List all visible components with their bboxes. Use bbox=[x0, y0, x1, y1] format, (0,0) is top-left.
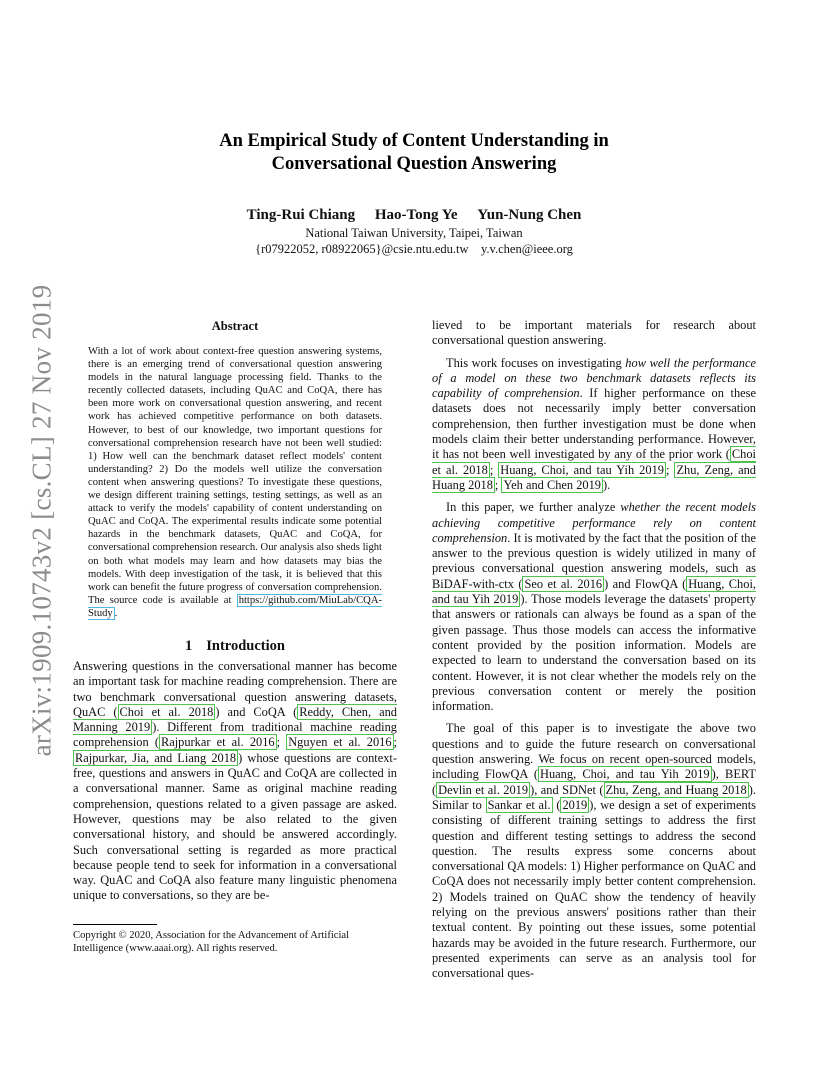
emphasis-text: how well the performance of a model on these two benchmark datasets reflects its capability of comprehension bbox=[432, 355, 756, 401]
paper-title bbox=[0, 130, 828, 176]
abstract-heading: Abstract bbox=[211, 319, 259, 333]
paragraph-text: ). Similar to bbox=[432, 782, 756, 812]
paragraph-text: ), BERT ( bbox=[432, 767, 756, 797]
paragraph-text: ). Different from traditional machine reading comprehension ( bbox=[73, 720, 398, 750]
author-list bbox=[0, 206, 828, 225]
intro-paragraph bbox=[73, 659, 397, 904]
arxiv-identifier-text: arXiv:1909.10743v2 [cs.CL] 27 Nov 2019 bbox=[26, 284, 57, 757]
paragraph-text: ) and CoQA ( bbox=[215, 704, 298, 719]
citation-link[interactable]: Nguyen et al. 2016 bbox=[288, 735, 392, 750]
arxiv-identifier-stamp bbox=[14, 283, 70, 758]
copyright-footnote: Copyright © 2020, Association for the Advancement of Artificial Intelligence (www.aaai.org). All rights reserved. bbox=[73, 930, 350, 955]
body-paragraph bbox=[432, 721, 756, 981]
author-name: Yun-Nung Chen bbox=[477, 207, 582, 223]
paragraph-text: This work focuses on investigating bbox=[446, 355, 626, 370]
emphasis-text: whether the recent models achieving competitive performance rely on content comprehension bbox=[432, 500, 757, 545]
title-line-2: Conversational Question Answering bbox=[271, 154, 557, 174]
author-block bbox=[0, 206, 828, 257]
section-title: Introduction bbox=[206, 637, 285, 654]
right-column bbox=[432, 318, 756, 981]
citation-link[interactable]: Rajpurkar et al. 2016 bbox=[160, 735, 275, 750]
citation-link[interactable]: Huang, Choi, and tau Yih 2019 bbox=[432, 576, 756, 607]
paragraph-text: ) and FlowQA ( bbox=[604, 576, 687, 591]
citation-link[interactable]: Reddy, Chen, and Manning 2019 bbox=[73, 704, 397, 735]
paragraph-text: ), and SDNet ( bbox=[530, 782, 604, 797]
paragraph-text: ; bbox=[276, 735, 287, 750]
footnote-rule bbox=[73, 924, 157, 925]
citation-link[interactable]: Rajpurkar, Jia, and Liang 2018 bbox=[75, 750, 237, 765]
paragraph-text: ) whose questions are context-free, questions and answers in QuAC and CoQA are collected in a conversational manner. Same as original machine reading comprehension, questions related to a given passage are asked. However, questions may be also related to the given conversational history, and should be answered accordingly. Such conversational setting is regarded as more practical because people tend to seek for information in a conversational way. QuAC and CoQA also feature many linguistic phenomena unique to conversations, so they are be- bbox=[73, 750, 397, 903]
citation-link[interactable]: Yeh and Chen 2019 bbox=[503, 477, 601, 492]
section-heading-introduction bbox=[73, 637, 397, 655]
body-paragraph bbox=[432, 356, 756, 494]
paragraph-text: ; bbox=[489, 462, 499, 477]
source-code-link[interactable]: https://github.com/MiuLab/CQA-Study bbox=[88, 594, 382, 619]
citation-link[interactable]: Seo et al. 2016 bbox=[524, 576, 603, 591]
continued-paragraph: lieved to be important materials for research about conversational question answering. bbox=[432, 318, 756, 348]
paragraph-text: . If higher performance on these datasets does not necessarily imply better conversation comprehension, then further investigation must be done when models claim their better understanding performance. However, it has not been well investigated by any of the prior work ( bbox=[432, 386, 756, 462]
paragraph-text: Answering questions in the conversational manner has become an important task for machine reading comprehension. There are two benchmark conversational question answering datasets, QuAC ( bbox=[73, 658, 397, 719]
paragraph-text: . It is motivated by the fact that the position of the answer to the previous question is widely utilized in many of previous conversational question answering models, such as BiDAF-with-ctx ( bbox=[432, 530, 756, 591]
title-line-1: An Empirical Study of Content Understanding in bbox=[219, 131, 609, 151]
citation-link[interactable]: Sankar et al. bbox=[487, 797, 551, 812]
abstract-end: . bbox=[114, 607, 118, 619]
author-emails: {r07922052, r08922065}@csie.ntu.edu.tw y.v.chen@ieee.org bbox=[255, 242, 573, 256]
citation-link[interactable]: 2019 bbox=[562, 797, 588, 812]
citation-link[interactable]: Zhu, Zeng, and Huang 2018 bbox=[432, 462, 756, 492]
paragraph-text: ), we design a set of experiments consisting of different training settings to address the first question and different testing settings to address the second question. The results express some concerns about conversational QA models: 1) Higher performance on QuAC and CoQA does not necessarily imply better content comprehension. 2) Models trained on QuAC show the tendency of heavily relying on the previous answers' positions rather than their textual content. By pointing out these issues, some potential hazards may be avoided in the future research. Furthermore, our presented experiments can serve as an analysis tool for conversational ques- bbox=[432, 797, 756, 981]
citation-link[interactable]: Choi et al. 2018 bbox=[432, 447, 756, 477]
author-name: Hao-Tong Ye bbox=[374, 207, 458, 223]
left-column bbox=[73, 318, 397, 904]
paragraph-text: In this paper, we further analyze bbox=[446, 500, 621, 515]
citation-link[interactable]: Zhu, Zeng, and Huang 2018 bbox=[605, 782, 747, 797]
citation-link[interactable]: Huang, Choi, and tau Yih 2019 bbox=[500, 462, 664, 477]
section-number: 1 bbox=[185, 637, 193, 654]
paragraph-text: The goal of this paper is to investigate the above two questions and to guide the future research on conversational question answering. We focus on recent open-sourced models, including FlowQA ( bbox=[432, 721, 756, 782]
paragraph-text: ). bbox=[603, 477, 611, 492]
citation-link[interactable]: Huang, Choi, and tau Yih 2019 bbox=[540, 767, 710, 782]
paragraph-text: ; bbox=[494, 477, 502, 492]
abstract-text bbox=[73, 345, 397, 620]
paragraph-text: ; bbox=[393, 735, 397, 750]
abstract-body-text: With a lot of work about context-free question answering systems, there is an emerging trend of conversational question answering models in the natural language processing field. Thanks to the recently collected datasets, including QuAC and CoQA, there has been more work on conversational question answering, and recent work has achieved competitive performance on both datasets. However, to best of our knowledge, two important questions for conversational comprehension research have not been well studied: 1) How well can the benchmark dataset reflect models' content understanding? 2) Do the models well utilize the conversation content when answering questions? To investigate these questions, we design different training settings, testing settings, as well as an attack to verify the models' capability of content understanding on QuAC and CoQA. The experimental results indicate some potential hazards in the benchmark datasets, QuAC and CoQA, for conversational comprehension research. Our analysis also sheds light on both what models may learn and how datasets may bias the models. With deep investigation of the task, it is believed that this work can benefit the future progress of conversation comprehension. The source code is available at bbox=[88, 346, 382, 606]
body-paragraph bbox=[432, 500, 756, 714]
paragraph-text: ; bbox=[665, 462, 675, 477]
paragraph-text: ( bbox=[552, 797, 561, 812]
affiliation: National Taiwan University, Taipei, Taiwan bbox=[305, 226, 523, 240]
citation-link[interactable]: Choi et al. 2018 bbox=[119, 704, 214, 719]
paragraph-text: ). Those models leverage the datasets' property that answers or rationals can always be found as a span of the given passage. Thus those models can access the informative content provided by the position information. Models are expected to learn to understand the conversation based on its content. However, it is not clear whether the models rely on the previous conversation content or merely the position information. bbox=[432, 592, 757, 714]
citation-link[interactable]: Devlin et al. 2019 bbox=[438, 782, 529, 797]
author-name: Ting-Rui Chiang bbox=[246, 207, 356, 223]
